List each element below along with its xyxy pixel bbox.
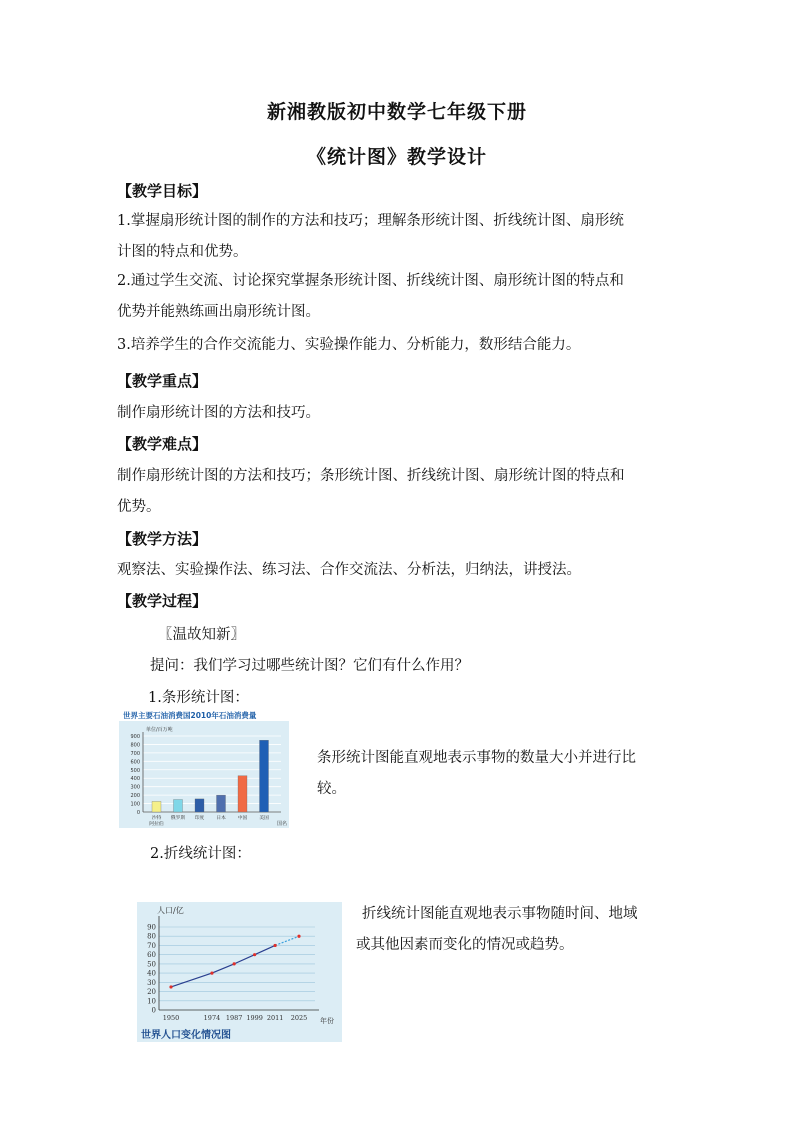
bar-category-label: 中国 — [237, 816, 248, 821]
line-x-tick-label: 1950 — [162, 1014, 180, 1022]
bar-chart-label: 1.条形统计图： — [148, 690, 249, 706]
bar-category-label: 日本 — [216, 816, 226, 821]
method-text: 观察法、实验操作法、练习法、合作交流法、分析法，归纳法，讲授法。 — [117, 562, 581, 578]
goal-item-2 — [117, 266, 679, 328]
line-x-tick-label: 1987 — [225, 1014, 243, 1022]
line-y-tick-label: 50 — [147, 960, 156, 969]
line-desc-line-2: 或其他因素而变化的情况或趋势。 — [356, 937, 574, 953]
bar-chart-ylabel: 单位/百万吨 — [146, 727, 173, 733]
bar-chart-svg — [119, 708, 289, 828]
goal-2-line-2: 优势并能熟练画出扇形统计图。 — [117, 304, 320, 320]
line-chart-figure — [137, 902, 342, 1042]
key-point-text: 制作扇形统计图的方法和技巧。 — [117, 405, 320, 421]
bar-category-label: 沙特 — [151, 816, 162, 821]
review-heading: 〖温故知新〗 — [158, 627, 245, 643]
difficulty-line-2: 优势。 — [117, 499, 161, 515]
goal-item-3: 3.培养学生的合作交流能力、实验操作能力、分析能力，数形结合能力。 — [117, 337, 581, 353]
bar-y-tick-label: 600 — [130, 759, 140, 766]
line-x-tick-label: 1974 — [203, 1014, 221, 1022]
line-y-tick-label: 20 — [147, 988, 156, 997]
section-heading-goals: 【教学目标】 — [117, 182, 208, 200]
line-y-tick-label: 60 — [147, 951, 156, 960]
bar-y-tick-label: 800 — [130, 742, 140, 749]
bar-y-tick-label: 400 — [130, 776, 140, 783]
line-y-tick-label: 90 — [147, 923, 156, 932]
bar-chart-figure — [119, 708, 289, 828]
line-chart-label: 2.折线统计图： — [150, 846, 251, 862]
line-point-1 — [210, 972, 213, 975]
line-desc-line-1: 折线统计图能直观地表示事物随时间、地域 — [362, 906, 638, 922]
line-point-2 — [233, 962, 236, 965]
goal-item-1 — [117, 206, 679, 268]
line-y-tick-label: 10 — [147, 997, 156, 1006]
bar-desc-line-2: 较。 — [317, 781, 346, 797]
goal-1-line-1: 1.掌握扇形统计图的制作的方法和技巧；理解条形统计图、折线统计图、扇形统 — [117, 213, 624, 229]
line-y-tick-label: 80 — [147, 932, 156, 941]
line-y-tick-label: 70 — [147, 941, 156, 950]
bar-0 — [152, 801, 161, 812]
line-point-3 — [253, 953, 256, 956]
difficulty-text — [117, 461, 679, 523]
bar-chart-description — [317, 743, 677, 805]
bar-category-label: 俄罗斯 — [170, 816, 186, 821]
line-x-tick-label: 1999 — [246, 1014, 263, 1022]
bar-y-tick-label: 500 — [130, 767, 140, 774]
bar-category-label: 印度 — [194, 816, 205, 821]
line-chart-title: 世界人口变化情况图 — [141, 1030, 231, 1041]
line-y-tick-label: 0 — [151, 1006, 156, 1015]
bar-1 — [174, 800, 183, 812]
question-text: 提问：我们学习过哪些统计图？它们有什么作用？ — [150, 658, 469, 674]
bar-y-tick-label: 200 — [130, 793, 140, 800]
difficulty-line-1: 制作扇形统计图的方法和技巧；条形统计图、折线统计图、扇形统计图的特点和 — [117, 468, 625, 484]
bar-y-tick-label: 700 — [130, 750, 140, 757]
line-y-tick-label: 40 — [147, 969, 156, 978]
document-title: 新湘教版初中数学七年级下册 — [266, 101, 527, 123]
document-subtitle: 《统计图》教学设计 — [306, 146, 487, 168]
bar-y-tick-label: 100 — [130, 801, 140, 808]
bar-3 — [217, 795, 226, 812]
goal-2-line-1: 2.通过学生交流、讨论探究掌握条形统计图、折线统计图、扇形统计图的特点和 — [117, 273, 624, 289]
line-x-tick-label: 2011 — [266, 1014, 284, 1022]
line-y-tick-label: 30 — [147, 978, 156, 987]
bar-category-label: 美国 — [259, 816, 269, 821]
line-chart-svg — [137, 902, 342, 1042]
line-chart-ylabel: 人口/亿 — [157, 906, 184, 915]
section-heading-difficulty: 【教学难点】 — [117, 435, 208, 453]
line-point-0 — [169, 985, 172, 988]
bar-y-tick-label: 300 — [130, 784, 140, 791]
section-heading-method: 【教学方法】 — [117, 530, 208, 548]
bar-desc-line-1: 条形统计图能直观地表示事物的数量大小并进行比 — [317, 750, 636, 766]
bar-chart-xlabel: 国名 — [277, 821, 288, 827]
bar-y-tick-label: 900 — [130, 734, 140, 740]
goal-1-line-2: 计图的特点和优势。 — [117, 244, 248, 260]
line-point-4 — [274, 944, 277, 947]
bar-2 — [195, 799, 204, 812]
bar-chart-title: 世界主要石油消费国2010年石油消费量 — [123, 711, 257, 720]
section-heading-key: 【教学重点】 — [117, 372, 208, 390]
line-x-tick-label: 2025 — [290, 1014, 308, 1022]
line-chart-description — [356, 899, 686, 961]
line-chart-xlabel: 年份 — [320, 1017, 334, 1025]
line-point-5 — [297, 935, 300, 938]
bar-4 — [238, 776, 247, 812]
bar-5 — [260, 740, 269, 812]
bar-category-label-cont: 阿拉伯 — [149, 822, 164, 827]
bar-y-tick-label: 0 — [136, 810, 140, 816]
section-heading-process: 【教学过程】 — [117, 592, 208, 610]
